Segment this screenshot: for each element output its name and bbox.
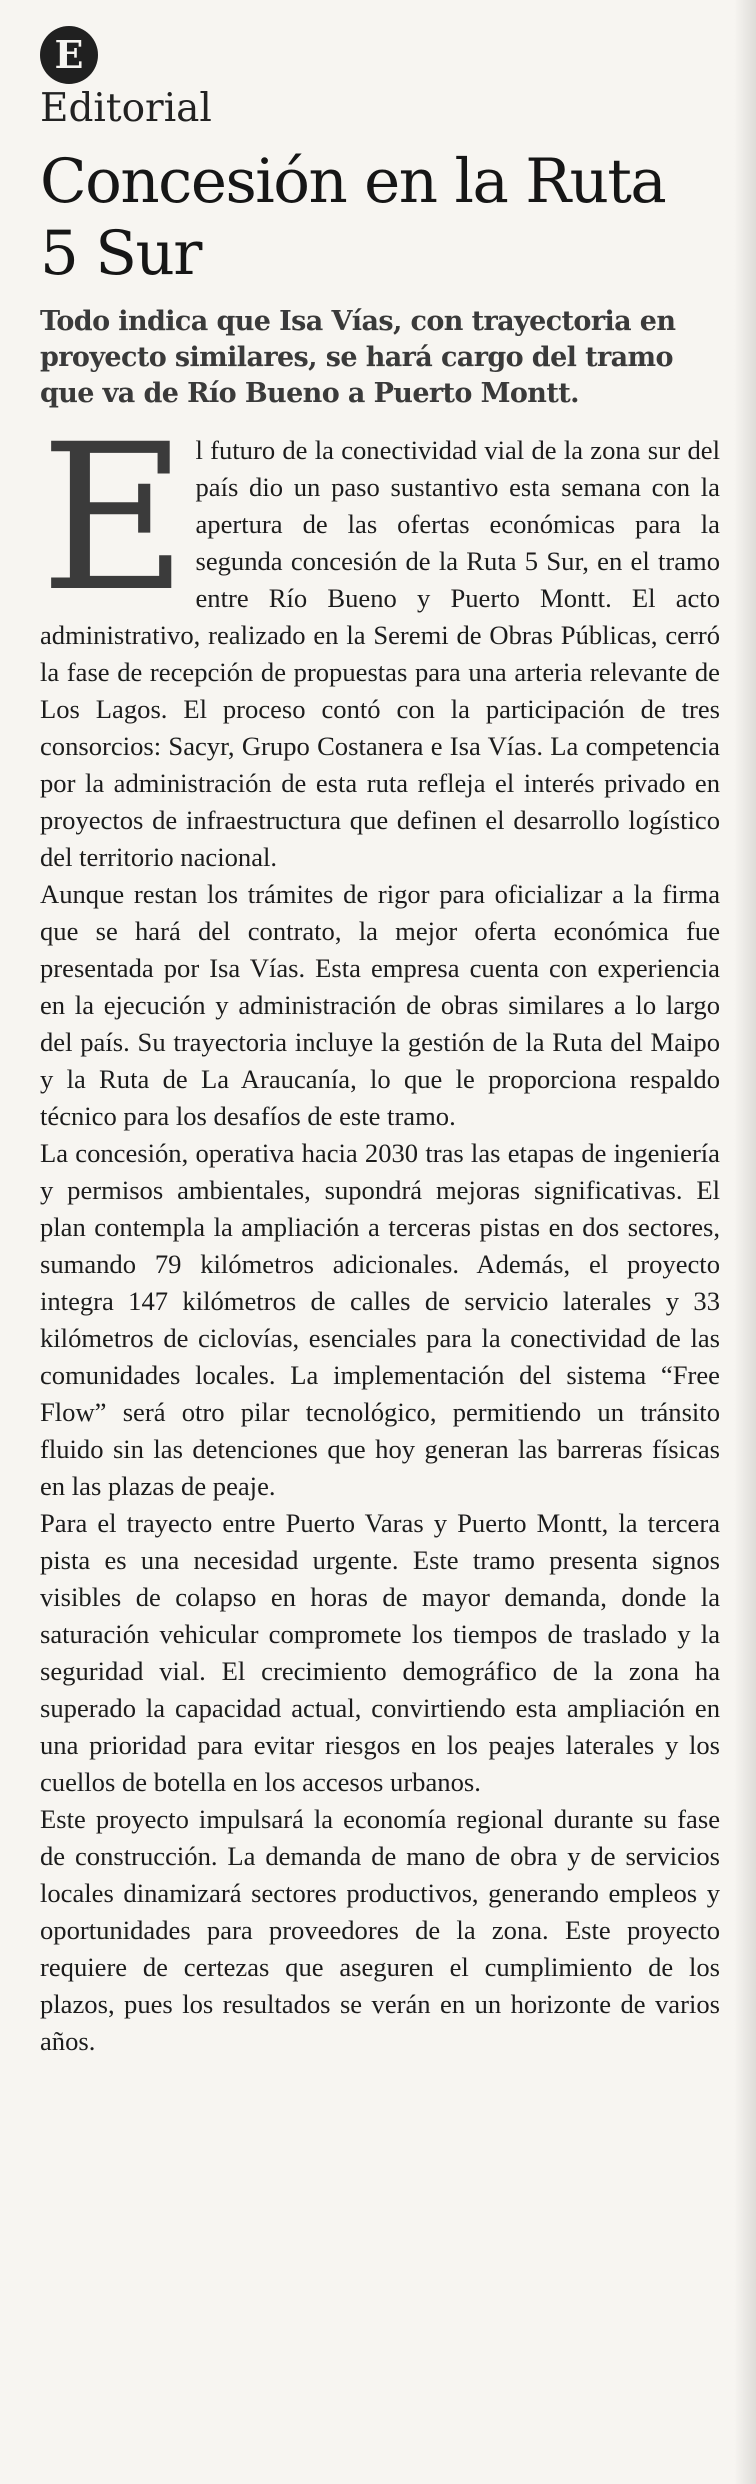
article-paragraph-3: La concesión, operativa hacia 2030 tras las etapas de ingeniería y permisos ambientales, supondrá mejoras significativas. El plan contempla la ampliación a terceras pistas en dos sectores, sumando 79 kilómetros adicionales. Además, el proyecto integra 147 kilómetros de calles de servicio laterales y 33 kilómetros de ciclovías, esenciales para la conectividad de las comunidades locales. La implementación del sistema “Free Flow” será otro pilar tecnológico, permitiendo un tránsito fluido sin las detenciones que hoy generan las barreras físicas en las plazas de peaje. bbox=[40, 1138, 720, 1501]
article-paragraph-1 bbox=[40, 400, 720, 876]
article-body bbox=[40, 400, 720, 2060]
section-badge: E bbox=[40, 26, 98, 84]
page-edge-shadow bbox=[734, 0, 756, 2484]
article-paragraph-2: Aunque restan los trámites de rigor para oficializar a la firma que se hará del contrato, la mejor oferta económica fue presentada por Isa Vías. Esta empresa cuenta con experiencia en la ejecución y administración de obras similares a lo largo del país. Su trayectoria incluye la gestión de la Ruta del Maipo y la Ruta de La Araucanía, lo que le proporciona respaldo técnico para los desafíos de este tramo. bbox=[40, 879, 720, 1131]
article-paragraph-4: Para el trayecto entre Puerto Varas y Puerto Montt, la tercera pista es una necesidad urgente. Este tramo presenta signos visibles de colapso en horas de mayor demanda, donde la saturación vehicular compromete los tiempos de traslado y la seguridad vial. El crecimiento demográfico de la zona ha superado la capacidad actual, convirtiendo esta ampliación en una prioridad para evitar riesgos en los peajes laterales y los cuellos de botella en los accesos urbanos. bbox=[40, 1508, 720, 1797]
article-headline: Concesión en la Ruta 5 Sur bbox=[40, 146, 666, 289]
article-paragraph-1-text: l futuro de la conectividad vial de la zona sur del país dio un paso sustantivo esta semana con la apertura de las ofertas económicas para la segunda concesión de la Ruta 5 Sur, en el tramo entre Río Bueno y Puerto Montt. El acto administrativo, realizado en la Seremi de Obras Públicas, cerró la fase de recepción de propuestas para una arteria relevante de Los Lagos. El proceso contó con la participación de tres consorcios: Sacyr, Grupo Costanera e Isa Vías. La competencia por la administración de esta ruta refleja el interés privado en proyectos de infraestructura que definen el desarrollo logístico del territorio nacional. bbox=[40, 435, 720, 872]
article-lead: Todo indica que Isa Vías, con trayectoria en proyecto similares, se hará cargo del tramo que va de Río Bueno a Puerto Montt. bbox=[40, 306, 676, 409]
editorial-column bbox=[40, 26, 720, 2060]
drop-cap: E bbox=[40, 400, 188, 636]
article-paragraph-5: Este proyecto impulsará la economía regional durante su fase de construcción. La demanda de mano de obra y de servicios locales dinamizará sectores productivos, generando empleos y oportunidades para proveedores de la zona. Este proyecto requiere de certezas que aseguren el cumplimiento de los plazos, pues los resultados se verán en un horizonte de varios años. bbox=[40, 1804, 720, 2056]
section-label: Editorial bbox=[40, 86, 212, 131]
